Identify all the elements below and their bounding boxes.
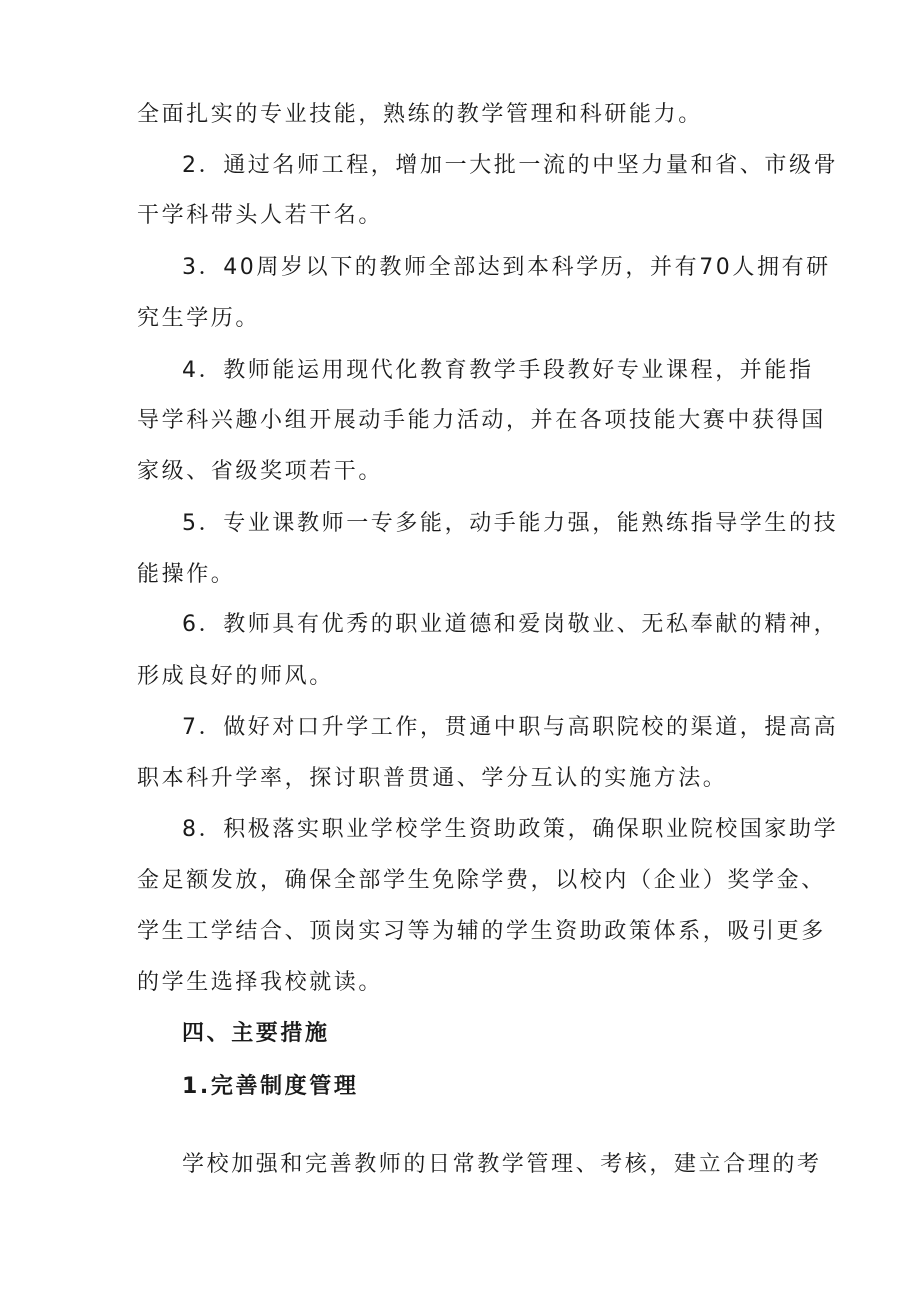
subsection-heading: 1.完善制度管理 [182, 1074, 359, 1099]
section-heading: 四、主要措施 [182, 1021, 330, 1046]
text-line: 学生工学结合、顶岗实习等为辅的学生资助政策体系，吸引更多 [137, 919, 826, 944]
text-line: 职本科升学率，探讨职普贯通、学分互认的实施方法。 [137, 766, 728, 791]
text-line: 导学科兴趣小组开展动手能力活动，并在各项技能大赛中获得国 [137, 408, 826, 433]
text-line: 形成良好的师风。 [137, 664, 334, 689]
text-line: 干学科带头人若干名。 [137, 203, 384, 228]
text-line: 6．教师具有优秀的职业道德和爱岗敬业、无私奉献的精神， [182, 612, 839, 637]
text-line: 金足额发放，确保全部学生免除学费，以校内（企业）奖学金、 [137, 868, 826, 893]
text-line: 能操作。 [137, 562, 236, 587]
text-line: 8．积极落实职业学校学生资助政策，确保职业院校国家助学 [182, 817, 839, 842]
text-line: 3．40周岁以下的教师全部达到本科学历，并有70人拥有研 [182, 255, 831, 280]
text-line: 7．做好对口升学工作，贯通中职与高职院校的渠道，提高高 [182, 715, 839, 740]
text-line: 的学生选择我校就读。 [137, 970, 384, 995]
text-line: 全面扎实的专业技能，熟练的教学管理和科研能力。 [137, 102, 703, 127]
text-line: 家级、省级奖项若干。 [137, 459, 384, 484]
text-line: 学校加强和完善教师的日常教学管理、考核，建立合理的考 [182, 1152, 822, 1177]
text-line: 2．通过名师工程，增加一大批一流的中坚力量和省、市级骨 [182, 153, 839, 178]
text-line: 究生学历。 [137, 306, 261, 331]
text-line: 5．专业课教师一专多能，动手能力强，能熟练指导学生的技 [182, 511, 839, 536]
text-line: 4．教师能运用现代化教育教学手段教好专业课程，并能指 [182, 358, 814, 383]
